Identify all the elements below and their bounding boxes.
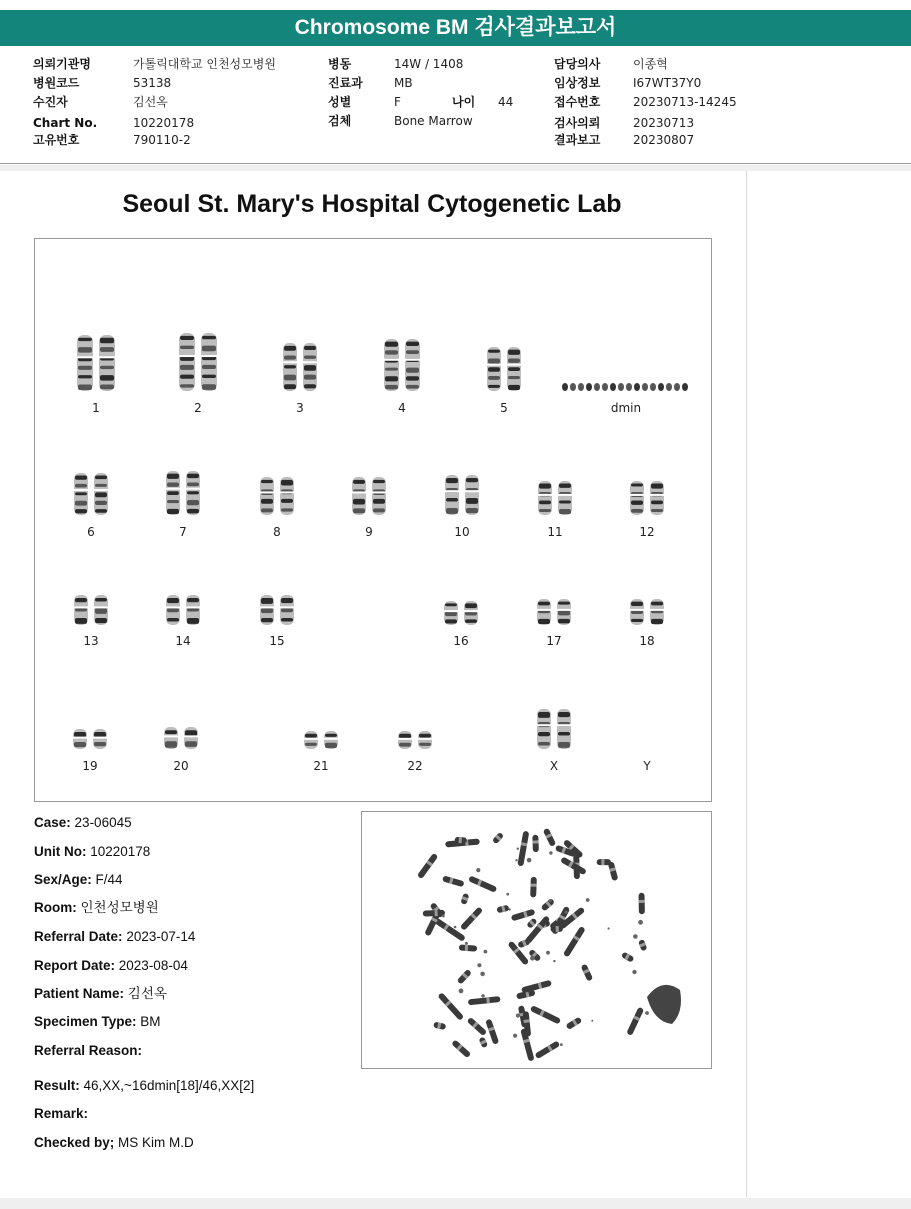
header-value-request-date: 20230713 — [633, 116, 695, 130]
chromosome-pair-6 — [74, 473, 108, 515]
header-value-receipt-no: 20230713-14245 — [633, 95, 737, 109]
chromosome-pair-18 — [630, 599, 664, 625]
chromosome-label-15: 15 — [269, 634, 285, 648]
header-label-receipt-no: 접수번호 — [554, 95, 601, 109]
header-label-request-date: 검사의뢰 — [554, 116, 601, 130]
info-room: Room: 인천성모병원 — [34, 900, 159, 915]
header-label-sex: 성별 — [328, 95, 352, 109]
chromosome-label-18: 18 — [639, 634, 655, 648]
header-label-age: 나이 — [452, 95, 476, 109]
info-sex-age: Sex/Age: F/44 — [34, 872, 123, 887]
chromosome-pair-15 — [260, 595, 294, 625]
header-label-report-date: 결과보고 — [554, 133, 601, 147]
chromosome-pair-22 — [398, 731, 432, 749]
chromosome-label-4: 4 — [398, 401, 406, 415]
header-value-department: MB — [394, 76, 413, 90]
header-label-institution: 의뢰기관명 — [33, 57, 91, 71]
info-report-date: Report Date: 2023-08-04 — [34, 958, 188, 973]
chromosome-label-7: 7 — [179, 525, 187, 539]
info-specimen-type: Specimen Type: BM — [34, 1014, 161, 1029]
header-label-patient: 수진자 — [33, 95, 68, 109]
info-remark: Remark: — [34, 1106, 89, 1121]
report-title: Chromosome BM 검사결과보고서 — [294, 16, 617, 39]
info-unit-no: Unit No: 10220178 — [34, 844, 151, 859]
chromosome-pair-2 — [179, 333, 217, 391]
lab-title: Seoul St. Mary's Hospital Cytogenetic Lab — [122, 190, 622, 218]
info-case: Case: 23-06045 — [34, 815, 132, 830]
metaphase-image — [361, 811, 712, 1069]
chromosome-pair-3 — [283, 343, 317, 391]
chromosome-pair-14 — [166, 595, 200, 625]
chromosome-pair-1 — [77, 335, 115, 391]
chromosome-pair-13 — [74, 595, 108, 625]
chromosome-pair-21 — [304, 731, 338, 749]
info-checked-by: Checked by; MS Kim M.D — [34, 1135, 194, 1150]
chromosome-label-dmin: dmin — [610, 401, 642, 415]
chromosome-label-8: 8 — [273, 525, 281, 539]
header-value-clinical-info: I67WT37Y0 — [633, 76, 702, 90]
info-patient-name: Patient Name: 김선옥 — [34, 986, 167, 1001]
header-value-age: 44 — [498, 95, 514, 109]
bottom-gutter — [0, 1198, 911, 1209]
info-referral-date: Referral Date: 2023-07-14 — [34, 929, 196, 944]
chromosome-label-13: 13 — [83, 634, 99, 648]
header-value-patient: 김선옥 — [133, 95, 168, 109]
chromosome-label-19: 19 — [82, 759, 98, 773]
chromosome-label-22: 22 — [407, 759, 423, 773]
metaphase-spread — [362, 812, 711, 1068]
chromosome-label-10: 10 — [454, 525, 470, 539]
report-title-bar — [0, 10, 911, 46]
chromosome-pair-11 — [538, 481, 572, 515]
chromosome-label-12: 12 — [639, 525, 655, 539]
chromosome-label-3: 3 — [296, 401, 304, 415]
chromosome-label-20: 20 — [173, 759, 189, 773]
chromosome-pair-5 — [487, 347, 521, 391]
header-divider — [0, 163, 911, 164]
header-label-chart-no: Chart No. — [33, 116, 98, 130]
chromosome-pair-10 — [445, 475, 479, 515]
karyogram-image — [34, 238, 712, 802]
chromosome-pair-4 — [384, 339, 420, 391]
chromosome-pair-16 — [444, 601, 478, 625]
header-label-clinical-info: 임상정보 — [554, 76, 601, 90]
chromosome-label-14: 14 — [175, 634, 191, 648]
header-value-unique-id: 790110-2 — [133, 133, 191, 147]
chromosome-label-x: X — [549, 759, 559, 773]
header-label-doctor: 담당의사 — [554, 57, 601, 71]
chromosome-pair-8 — [260, 477, 294, 515]
chromosome-pair-20 — [164, 727, 198, 749]
chromosome-label-1: 1 — [92, 401, 100, 415]
header-label-department: 진료과 — [328, 76, 363, 90]
chromosome-pair-x — [537, 709, 571, 749]
header-label-ward: 병동 — [328, 57, 352, 71]
chromosome-label-y: Y — [643, 759, 651, 773]
chromosome-pair-17 — [537, 599, 571, 625]
info-referral-reason: Referral Reason: — [34, 1043, 143, 1058]
chromosome-pair-7 — [166, 471, 200, 515]
right-margin-pane — [746, 171, 911, 1198]
header-label-hospital-code: 병원코드 — [33, 76, 80, 90]
chromosome-label-2: 2 — [194, 401, 202, 415]
header-value-specimen: Bone Marrow — [394, 114, 473, 128]
header-value-hospital-code: 53138 — [133, 76, 172, 90]
chromosome-label-6: 6 — [87, 525, 95, 539]
header-value-institution: 가톨릭대학교 인천성모병원 — [133, 57, 276, 71]
chromosome-label-11: 11 — [547, 525, 563, 539]
dmin-fragments — [561, 381, 691, 393]
header-value-chart-no: 10220178 — [133, 116, 195, 130]
header-label-specimen: 검체 — [328, 114, 352, 128]
chromosome-pair-9 — [352, 477, 386, 515]
chromosome-label-5: 5 — [500, 401, 508, 415]
header-label-unique-id: 고유번호 — [33, 133, 80, 147]
header-value-doctor: 이종혁 — [633, 57, 668, 71]
chromosome-label-9: 9 — [365, 525, 373, 539]
header-value-sex: F — [394, 95, 401, 109]
info-result: Result: 46,XX,~16dmin[18]/46,XX[2] — [34, 1078, 255, 1093]
header-value-report-date: 20230807 — [633, 133, 695, 147]
chromosome-label-17: 17 — [546, 634, 562, 648]
chromosome-label-16: 16 — [453, 634, 469, 648]
chromosome-pair-12 — [630, 481, 664, 515]
chromosome-pair-19 — [73, 729, 107, 749]
chromosome-label-21: 21 — [313, 759, 329, 773]
header-value-ward: 14W / 1408 — [394, 57, 464, 71]
